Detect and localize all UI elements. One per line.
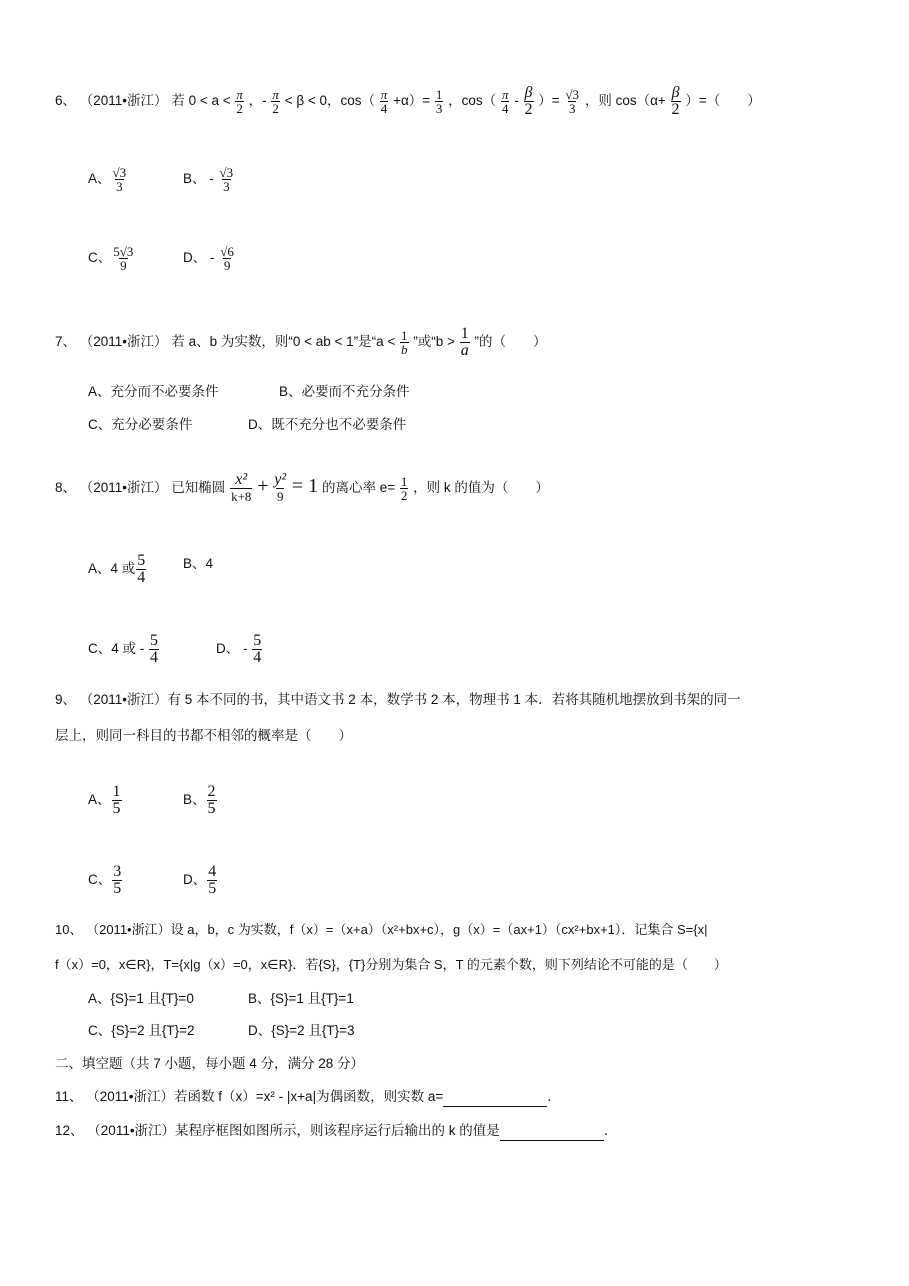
fraction: $\frac{√6}{9}$ (220, 244, 234, 273)
stem-text: 若 a、b 为实数，则“0 < ab < 1”是“a < (171, 334, 396, 350)
stem-text: 有 5 本不同的书，其中语文书 2 本，数学书 2 本，物理书 1 本．若将其随机地摆放到书架的同一 (167, 692, 741, 707)
option-a: A、充分而不必要条件 (88, 384, 219, 399)
question-9-stem-line2: 层上，则同一科目的书都不相邻的概率是（ ） (55, 728, 352, 743)
fraction: $\frac{4}{5}$ (208, 863, 217, 897)
question-number: 12、 (55, 1123, 84, 1138)
option-b: B、 - $\frac{√3}{3}$ (183, 165, 234, 194)
option-d: D、 - $\frac{√6}{9}$ (183, 244, 234, 273)
question-number: 6、 (55, 93, 77, 109)
question-source: （2011•浙江） (79, 692, 168, 707)
plus-sign: + (257, 475, 269, 498)
fraction: $\frac{\pi}{2}$ (272, 87, 279, 116)
answer-blank[interactable] (500, 1126, 604, 1141)
fraction: $\frac{√3}{3}$ (565, 87, 580, 116)
answer-blank[interactable] (443, 1092, 547, 1107)
stem-text: （2011•浙江）若函数 f（x）=x² - |x+a|为偶函数，则实数 a= (86, 1089, 444, 1104)
stem-text: +α）= (393, 93, 431, 109)
option-a: A、{S}=1 且{T}=0 (88, 991, 194, 1006)
stem-text: 若 0 < a < (171, 93, 231, 109)
option-b: B、 $\frac{2}{5}$ (183, 783, 216, 817)
option-a: A、 $\frac{1}{5}$ (88, 783, 121, 817)
question-number: 11、 (55, 1089, 83, 1104)
fraction: $\frac{\text{x²}}{k+8}$ (231, 471, 252, 504)
option-b: B、{S}=1 且{T}=1 (248, 991, 354, 1006)
stem-text: ”的（ ） (474, 334, 547, 350)
option-c: C、充分必要条件 (88, 417, 193, 432)
fraction: $\frac{\text{y²}}{9}$ (274, 471, 287, 504)
fraction: $\frac{√3}{3}$ (219, 165, 234, 194)
stem-text: < β < 0，cos（ (284, 93, 376, 109)
section-heading: 二、填空题（共 7 小题，每小题 4 分，满分 28 分） (55, 1056, 365, 1071)
fraction: $\frac{5}{4}$ (253, 632, 262, 666)
stem-text: ）= (538, 93, 560, 109)
stem-text: ）=（ ） (685, 93, 761, 109)
question-11 (55, 1087, 561, 1107)
question-number: 9、 (55, 692, 77, 707)
stem-text: ，- (248, 93, 267, 109)
stem-text: （2011•浙江）某程序框图如图所示，则该程序运行后输出的 k 的值是 (87, 1123, 500, 1138)
fraction: $\frac{5}{4}$ (137, 552, 146, 586)
fraction: $\frac{1}{2}$ (400, 474, 408, 503)
stem-text: ． (547, 1089, 561, 1104)
fraction: $\frac{√3}{3}$ (112, 165, 127, 194)
question-source: （2011•浙江） (79, 334, 168, 350)
question-7-stem (55, 326, 546, 359)
fraction: $\frac{\pi}{2}$ (236, 87, 243, 116)
question-12 (55, 1121, 617, 1141)
stem-text: ，cos（ (448, 93, 497, 109)
fraction: $\frac{\beta}{2}$ (524, 84, 533, 118)
stem-text: ”或“b > (413, 334, 455, 350)
question-source: （2011•浙江） (79, 480, 168, 496)
question-9-stem-line1 (55, 690, 741, 710)
fraction: $\frac{3}{5}$ (113, 863, 122, 897)
fraction: $\frac{5√3}{9}$ (113, 244, 134, 273)
fraction: $\frac{1}{5}$ (112, 783, 121, 817)
stem-text: （2011•浙江）设 a，b，c 为实数，f（x）=（x+a）（x²+bx+c），g（x）=（ax+1）（cx²+bx+1）．记集合 S={x| (86, 922, 708, 937)
fraction: $\frac{1}{3}$ (435, 87, 443, 116)
question-number: 8、 (55, 480, 77, 496)
option-b: B、4 (183, 556, 214, 571)
option-a: A、 $\frac{√3}{3}$ (88, 165, 127, 194)
question-10-stem-line1 (55, 920, 708, 940)
question-number: 10、 (55, 922, 83, 937)
fraction: $\frac{1}{a}$ (460, 325, 469, 359)
fraction: $\frac{5}{4}$ (150, 632, 159, 666)
question-6-stem (55, 85, 761, 118)
fraction: $\frac{1}{b}$ (401, 328, 408, 357)
option-d: D、既不充分也不必要条件 (248, 417, 407, 432)
fraction: $\frac{2}{5}$ (207, 783, 216, 817)
fraction: $\frac{\pi}{4}$ (501, 87, 509, 116)
option-d: D、 - $\frac{5}{4}$ (216, 632, 262, 666)
question-number: 7、 (55, 334, 77, 350)
equals-one: = 1 (291, 475, 319, 498)
question-10-stem-line2: f（x）=0，x∈R}，T={x|g（x）=0，x∈R}．若{S}，{T}分别为集合 S，T 的元素个数，则下列结论不可能的是（ ） (55, 957, 727, 972)
option-c: C、 $\frac{3}{5}$ (88, 863, 122, 897)
option-c: C、4 或 - $\frac{5}{4}$ (88, 632, 159, 666)
question-source: （2011•浙江） (79, 93, 168, 109)
stem-text: 已知椭圆 (171, 480, 226, 496)
option-d: D、{S}=2 且{T}=3 (248, 1023, 355, 1038)
stem-text: 的离心率 e= (321, 480, 396, 496)
option-d: D、 $\frac{4}{5}$ (183, 863, 217, 897)
option-a: A、4 或 $\frac{5}{4}$ (88, 552, 146, 586)
option-b: B、必要而不充分条件 (279, 384, 410, 399)
stem-text: ，则 k 的值为（ ） (413, 480, 549, 496)
question-8-stem (55, 472, 549, 505)
option-c: C、 $\frac{5√3}{9}$ (88, 244, 134, 273)
stem-text: ． (603, 1123, 618, 1138)
stem-text: ，则 cos（α+ (584, 93, 666, 109)
fraction: $\frac{\beta}{2}$ (671, 84, 680, 118)
option-c: C、{S}=2 且{T}=2 (88, 1023, 195, 1038)
stem-text: - (514, 93, 519, 109)
fraction: $\frac{\pi}{4}$ (380, 87, 388, 116)
